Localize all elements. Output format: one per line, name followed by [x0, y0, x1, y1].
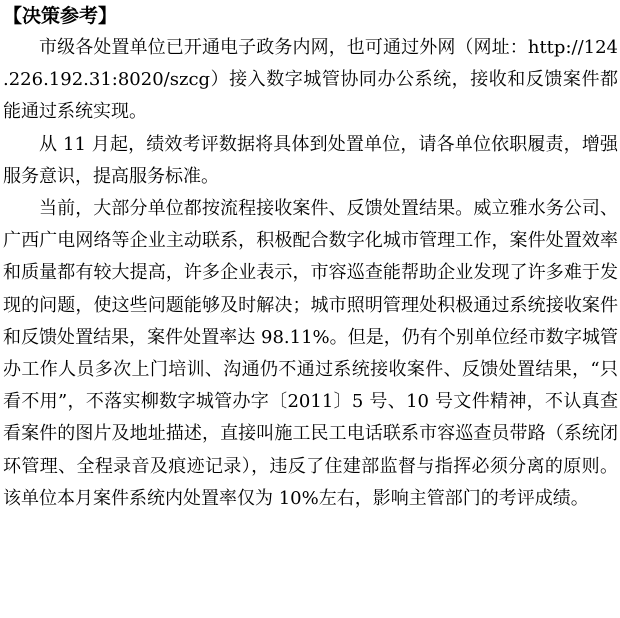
paragraph-system-access: 市级各处置单位已开通电子政务内网，也可通过外网（网址：http://124.226.192.31:8020/szcg）接入数字城管协同办公系统，接收和反馈案件都能通过系统实现。 — [3, 37, 618, 123]
paragraph-current-situation: 当前，大部分单位都按流程接收案件、反馈处置结果。威立雅水务公司、广西广电网络等企业主动联系，积极配合数字化城市管理工作，案件处置效率和质量都有较大提高，许多企业表示，市容巡查能帮助企业发现了许多难于发现的问题，使这些问题能够及时解决；城市照明管理处积极通过系统接收案件和反馈处置结果，案件处置率达 98.11%。但是，仍有个别单位经市数字城管办工作人员多次上门培训、沟通仍不通过系统接收案件、反馈处置结果，“只看不用”，不落实柳数字城管办字〔2011〕5 号、10 号文件精神，不认真查看案件的图片及地址描述，直接叫施工民工电话联系市容巡查员带路（系统闭环管理、全程录音及痕迹记录），违反了住建部监督与指挥必须分离的原则。该单位本月案件系统内处置率仅为 10%左右，影响主管部门的考评成绩。 — [3, 198, 618, 509]
paragraph-performance-evaluation: 从 11 月起，绩效考评数据将具体到处置单位，请各单位依职履责，增强服务意识，提高服务标准。 — [3, 133, 618, 187]
section-heading: 【决策参考】 — [3, 5, 118, 27]
